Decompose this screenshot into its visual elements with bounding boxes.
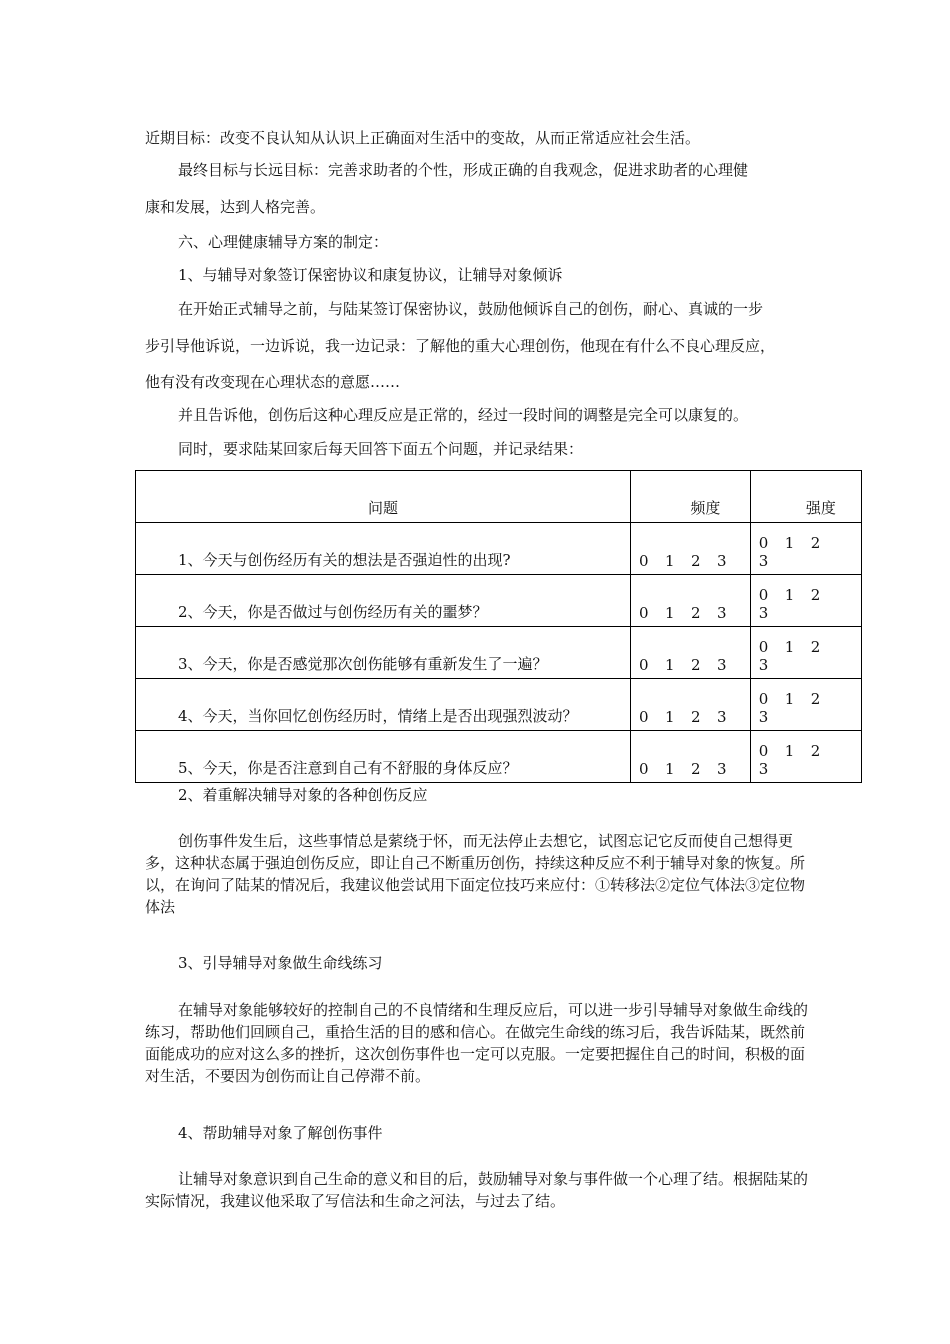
question-text: 2、今天，你是否做过与创伤经历有关的噩梦？ bbox=[136, 575, 631, 627]
step-1-title: 1、与辅导对象签订保密协议和康复协议，让辅导对象倾诉 bbox=[178, 266, 563, 284]
step-4-body: 让辅导对象意识到自己生命的意义和目的后，鼓励辅导对象与事件做一个心理了结。根据陆某的实际情况，我建议他采取了写信法和生命之河法，与过去了结。 bbox=[145, 1170, 809, 1210]
step-1-line-3: 他有没有改变现在心理状态的意愿…… bbox=[145, 373, 401, 391]
question-text: 1、今天与创伤经历有关的想法是否强迫性的出现? bbox=[136, 523, 631, 575]
question-text: 4、今天，当你回忆创伤经历时，情绪上是否出现强烈波动？ bbox=[136, 679, 631, 731]
question-text: 5、今天，你是否注意到自己有不舒服的身体反应？ bbox=[136, 731, 631, 783]
table-row bbox=[136, 679, 862, 731]
step-3-body: 在辅导对象能够较好的控制自己的不良情绪和生理反应后，可以进一步引导辅导对象做生命线的练习，帮助他们回顾自己，重拾生活的目的感和信心。在做完生命线的练习后，我告诉陆某，既然前面能成功的应对这么多的挫折，这次创伤事件也一定可以克服。一定要把握住自己的时间，积极的面对生活，不要因为创伤而让自己停滞不前。 bbox=[145, 1001, 809, 1085]
final-goal-line-2: 康和发展，达到人格完善。 bbox=[145, 198, 326, 216]
header-question: 问题 bbox=[136, 471, 631, 523]
question-text: 3、今天，你是否感觉那次创伤能够有重新发生了一遍？ bbox=[136, 627, 631, 679]
step-1-line-2: 步引导他诉说，一边诉说，我一边记录：了解他的重大心理创伤，他现在有什么不良心理反应， bbox=[145, 337, 776, 355]
table-row bbox=[136, 627, 862, 679]
table-row bbox=[136, 731, 862, 783]
intensity-scale: 0 1 23 bbox=[750, 627, 861, 679]
final-goal-line-1: 最终目标与长远目标：完善求助者的个性，形成正确的自我观念，促进求助者的心理健 bbox=[178, 161, 749, 179]
step-4-title: 4、帮助辅导对象了解创伤事件 bbox=[178, 1124, 383, 1142]
intensity-scale: 0 1 23 bbox=[750, 731, 861, 783]
daily-questions-table bbox=[135, 470, 862, 783]
frequency-scale: 0 1 2 3 bbox=[631, 627, 751, 679]
step-3-title: 3、引导辅导对象做生命线练习 bbox=[178, 954, 383, 972]
table-row bbox=[136, 523, 862, 575]
intensity-scale: 0 1 23 bbox=[750, 575, 861, 627]
frequency-scale: 0 1 2 3 bbox=[631, 575, 751, 627]
step-1-line-5: 同时，要求陆某回家后每天回答下面五个问题，并记录结果： bbox=[178, 440, 584, 458]
intensity-scale: 0 1 23 bbox=[750, 523, 861, 575]
table-row bbox=[136, 575, 862, 627]
near-goal-line: 近期目标：改变不良认知从认识上正确面对生活中的变故，从而正常适应社会生活。 bbox=[145, 129, 701, 147]
header-frequency: 频度 bbox=[631, 471, 751, 523]
frequency-scale: 0 1 2 3 bbox=[631, 523, 751, 575]
intensity-scale: 0 1 23 bbox=[750, 679, 861, 731]
table-header-row bbox=[136, 471, 862, 523]
step-2-body: 创伤事件发生后，这些事情总是萦绕于怀，而无法停止去想它，试图忘记它反而使自己想得更多，这种状态属于强迫创伤反应，即让自己不断重历创伤，持续这种反应不利于辅导对象的恢复。所以，在询问了陆某的情况后，我建议他尝试用下面定位技巧来应付：①转移法②定位气体法③定位物体法 bbox=[145, 832, 806, 916]
step-2-title: 2、着重解决辅导对象的各种创伤反应 bbox=[178, 786, 428, 804]
step-1-line-1: 在开始正式辅导之前，与陆某签订保密协议，鼓励他倾诉自己的创伤，耐心、真诚的一步 bbox=[178, 300, 764, 318]
section-6-heading: 六、心理健康辅导方案的制定： bbox=[178, 233, 389, 251]
header-intensity: 强度 bbox=[750, 471, 861, 523]
frequency-scale: 0 1 2 3 bbox=[631, 679, 751, 731]
step-1-line-4: 并且告诉他，创伤后这种心理反应是正常的，经过一段时间的调整是完全可以康复的。 bbox=[178, 406, 749, 424]
frequency-scale: 0 1 2 3 bbox=[631, 731, 751, 783]
